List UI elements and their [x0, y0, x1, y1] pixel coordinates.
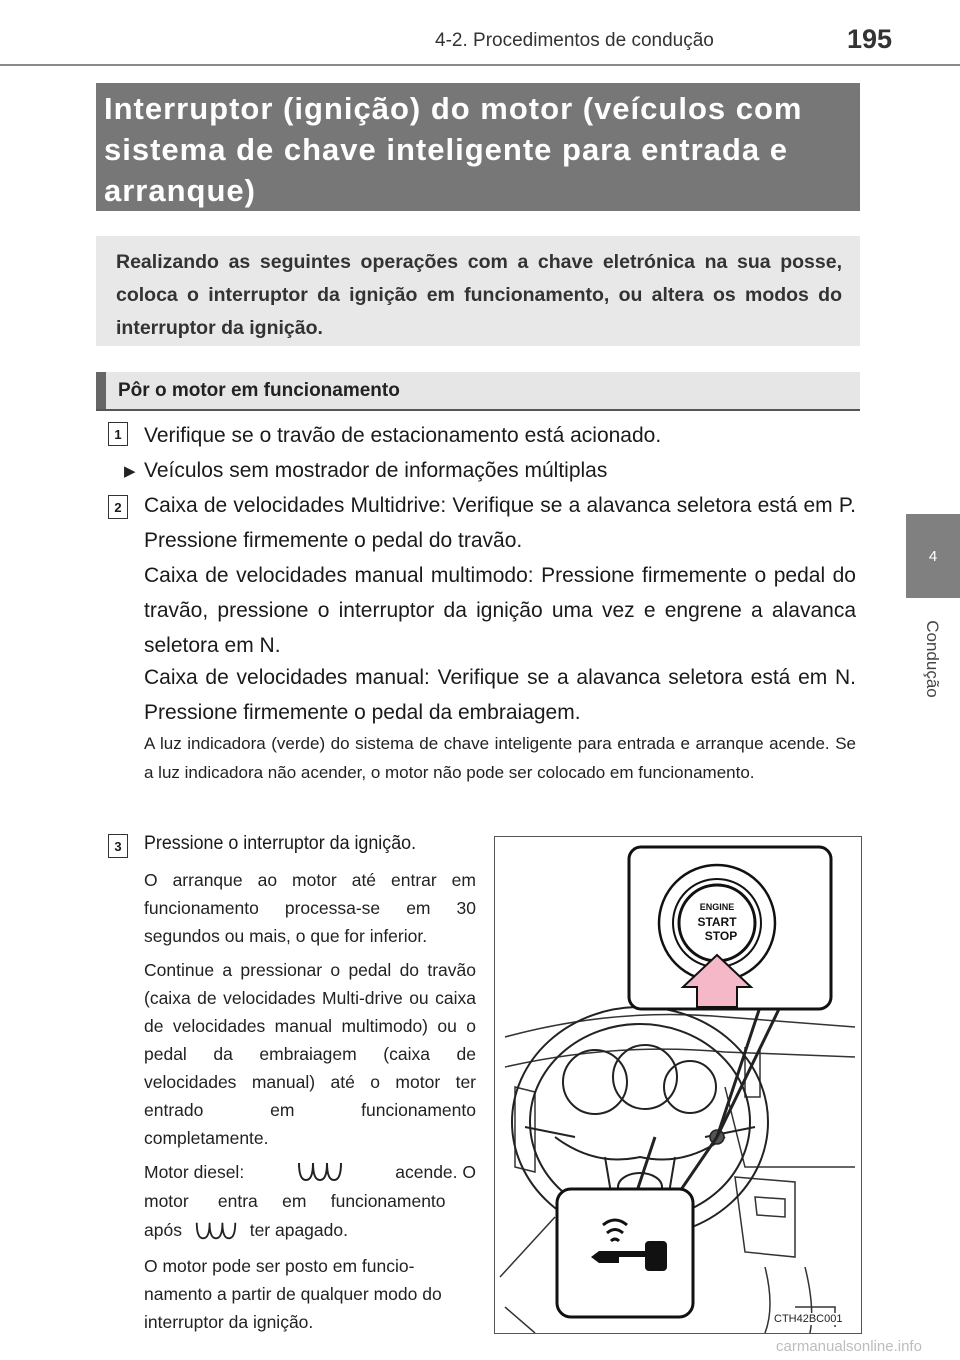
chapter-label — [905, 604, 959, 714]
button-label-engine: ENGINE — [699, 902, 735, 912]
diesel-after-label: após — [144, 1220, 182, 1240]
step-2-note: A luz indicadora (verde) do sistema de chave inteligente para entrada e arranque acende. Se a luz indicadora não acender, o motor não pode ser colocado em funcionamento. — [144, 734, 856, 782]
section-header: 4-2. Procedimentos de condução — [435, 30, 714, 51]
vehicles-note: Veículos sem mostrador de informações múltiplas — [144, 459, 608, 482]
step-3-duration: O arranque ao motor até entrar em funcionamento processa-se em 30 segundos ou mais, o que for inferior. — [144, 870, 476, 946]
glow-plug-icon — [191, 1220, 241, 1242]
subsection-rule — [96, 409, 860, 411]
dashboard-drawing — [495, 837, 861, 1333]
dashboard-illustration — [494, 836, 862, 1334]
step-3-any-mode: O motor pode ser posto em funcio-namento a partir de qualquer modo do interruptor da ignição. — [144, 1256, 442, 1332]
step-number-2: 2 — [108, 495, 128, 519]
step-2-multimode: Caixa de velocidades manual multimodo: Pressione firmemente o pedal do travão, pressione o interruptor da ignição uma vez e engrene a alavanca seletora em N. — [144, 564, 856, 657]
diesel-after-text: ter apagado. — [249, 1220, 348, 1240]
step-number-1: 1 — [108, 422, 128, 446]
subsection-accent — [96, 372, 106, 410]
glow-plug-icon — [295, 1160, 345, 1184]
page-title: Interruptor (ignição) do motor (veículos com sistema de chave inteligente para entrada e arranque) — [104, 91, 803, 208]
button-label-start: START — [697, 915, 737, 929]
diesel-label: Motor diesel: — [144, 1162, 245, 1182]
step-2-manual: Caixa de velocidades manual: Verifique se a alavanca seletora está em N. Pressione firmemente o pedal da embraiagem. — [144, 666, 856, 724]
page-number: 195 — [847, 24, 893, 54]
step-1-text: Verifique se o travão de estacionamento está acionado. — [144, 424, 662, 447]
button-label-stop: STOP — [704, 929, 738, 943]
triangle-bullet-icon: ▶ — [124, 463, 136, 480]
diesel-text-b1: acende. O — [395, 1162, 476, 1182]
diesel-note — [144, 1158, 476, 1186]
step-2-multidrive: Caixa de velocidades Multidrive: Verifique se a alavanca seletora está em P. Pressione firmemente o pedal do travão. — [144, 494, 856, 552]
diesel-line-2: motor entra em funcionamento — [144, 1191, 446, 1211]
chapter-label-text: Condução — [923, 620, 942, 698]
chapter-tab: 4 — [906, 514, 960, 598]
step-3-text: Pressione o interruptor da ignição. — [144, 833, 417, 854]
figure-code: CTH42BC001 — [774, 1313, 843, 1325]
step-3-continue: Continue a pressionar o pedal do travão (caixa de velocidades Multi-drive ou caixa de velocidades manual multimodo) ou o pedal da embraiagem (caixa de velocidades manual) até o motor ter entrado em funcionamento completamente. — [144, 960, 476, 1148]
header-divider — [0, 64, 960, 66]
step-number-3: 3 — [108, 834, 128, 858]
footer-watermark: carmanualsonline.info — [776, 1338, 922, 1355]
subsection-title: Pôr o motor em funcionamento — [118, 380, 400, 401]
diesel-line-3 — [144, 1216, 476, 1244]
intro-text: Realizando as seguintes operações com a chave eletrónica na sua posse, coloca o interruptor da ignição em funcionamento, ou altera os modos do interruptor da ignição. — [116, 251, 842, 339]
